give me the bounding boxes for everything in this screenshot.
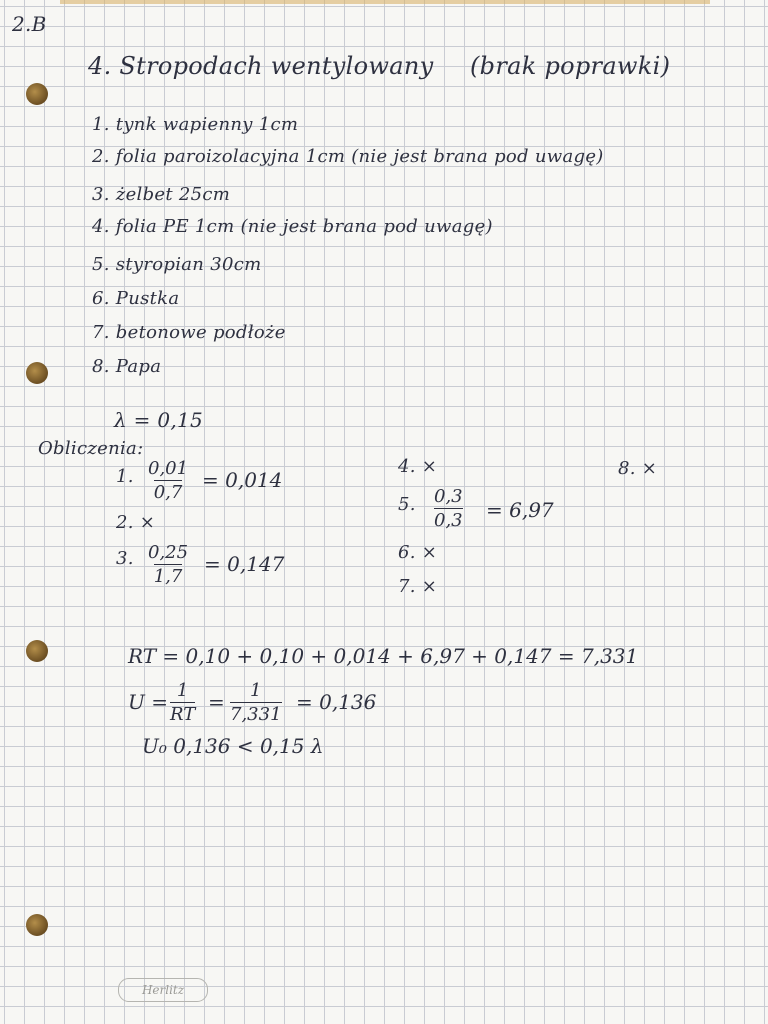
punch-hole [26, 362, 48, 384]
layer-item: 2. folia paroizolacyjna 1cm (nie jest brana pod uwagę) [92, 146, 604, 167]
page-top-edge [60, 0, 710, 4]
section-number: 2.B [12, 12, 47, 36]
calc-3-denominator: 1,7 [153, 566, 183, 587]
calc-3-result: = 0,147 [204, 552, 285, 576]
calc-8: 8. × [618, 458, 658, 479]
calc-1-fraction [148, 458, 188, 504]
heading-title: 4. Stropodach wentylowany [88, 52, 434, 80]
layer-item: 3. żelbet 25cm [92, 184, 231, 205]
calc-3-number: 3. [116, 548, 134, 569]
calc-1-result: = 0,014 [202, 468, 283, 492]
u-equals: = [208, 690, 225, 714]
layer-item: 8. Papa [92, 356, 162, 377]
calc-6: 6. × [398, 542, 438, 563]
u-fraction-1-numerator: 1 [176, 680, 189, 701]
u-prefix: U = [128, 690, 168, 714]
brand-watermark: Herlitz [118, 978, 208, 1002]
lambda-value: λ = 0,15 [114, 408, 204, 432]
heading-note: (brak poprawki) [470, 52, 671, 80]
u-fraction-2-numerator: 1 [250, 680, 262, 701]
layer-item: 6. Pustka [92, 288, 180, 309]
calc-1-numerator: 0,01 [148, 458, 189, 479]
calc-5-fraction [434, 486, 463, 532]
calc-1-number: 1. [116, 466, 134, 487]
u-fraction-2-denominator: 7,331 [230, 704, 282, 725]
calc-1-denominator: 0,7 [153, 482, 183, 503]
u-fraction-2 [230, 680, 282, 726]
punch-hole [26, 640, 48, 662]
calc-5-numerator: 0,3 [434, 486, 463, 507]
punch-hole [26, 83, 48, 105]
calc-4: 4. × [398, 456, 438, 477]
layer-item: 4. folia PE 1cm (nie jest brana pod uwagę) [92, 216, 493, 237]
calc-3-fraction [148, 542, 188, 588]
calculations-label: Obliczenia: [38, 438, 144, 459]
u-fraction-1 [170, 680, 195, 726]
calc-2: 2. × [116, 512, 156, 533]
punch-hole [26, 914, 48, 936]
u-result: = 0,136 [296, 690, 377, 714]
calc-5-denominator: 0,3 [434, 510, 463, 531]
calc-5-result: = 6,97 [486, 498, 554, 522]
u-fraction-1-denominator: RT [170, 704, 196, 725]
rt-equation: RT = 0,10 + 0,10 + 0,014 + 6,97 + 0,147 = 7,331 [128, 644, 639, 668]
calc-5-number: 5. [398, 494, 416, 515]
layer-item: 1. tynk wapienny 1cm [92, 114, 299, 135]
layer-item: 7. betonowe podłoże [92, 322, 286, 343]
u0-comparison: U₀ 0,136 < 0,15 λ [142, 734, 324, 758]
calc-7: 7. × [398, 576, 438, 597]
layer-item: 5. styropian 30cm [92, 254, 262, 275]
calc-3-numerator: 0,25 [148, 542, 189, 563]
